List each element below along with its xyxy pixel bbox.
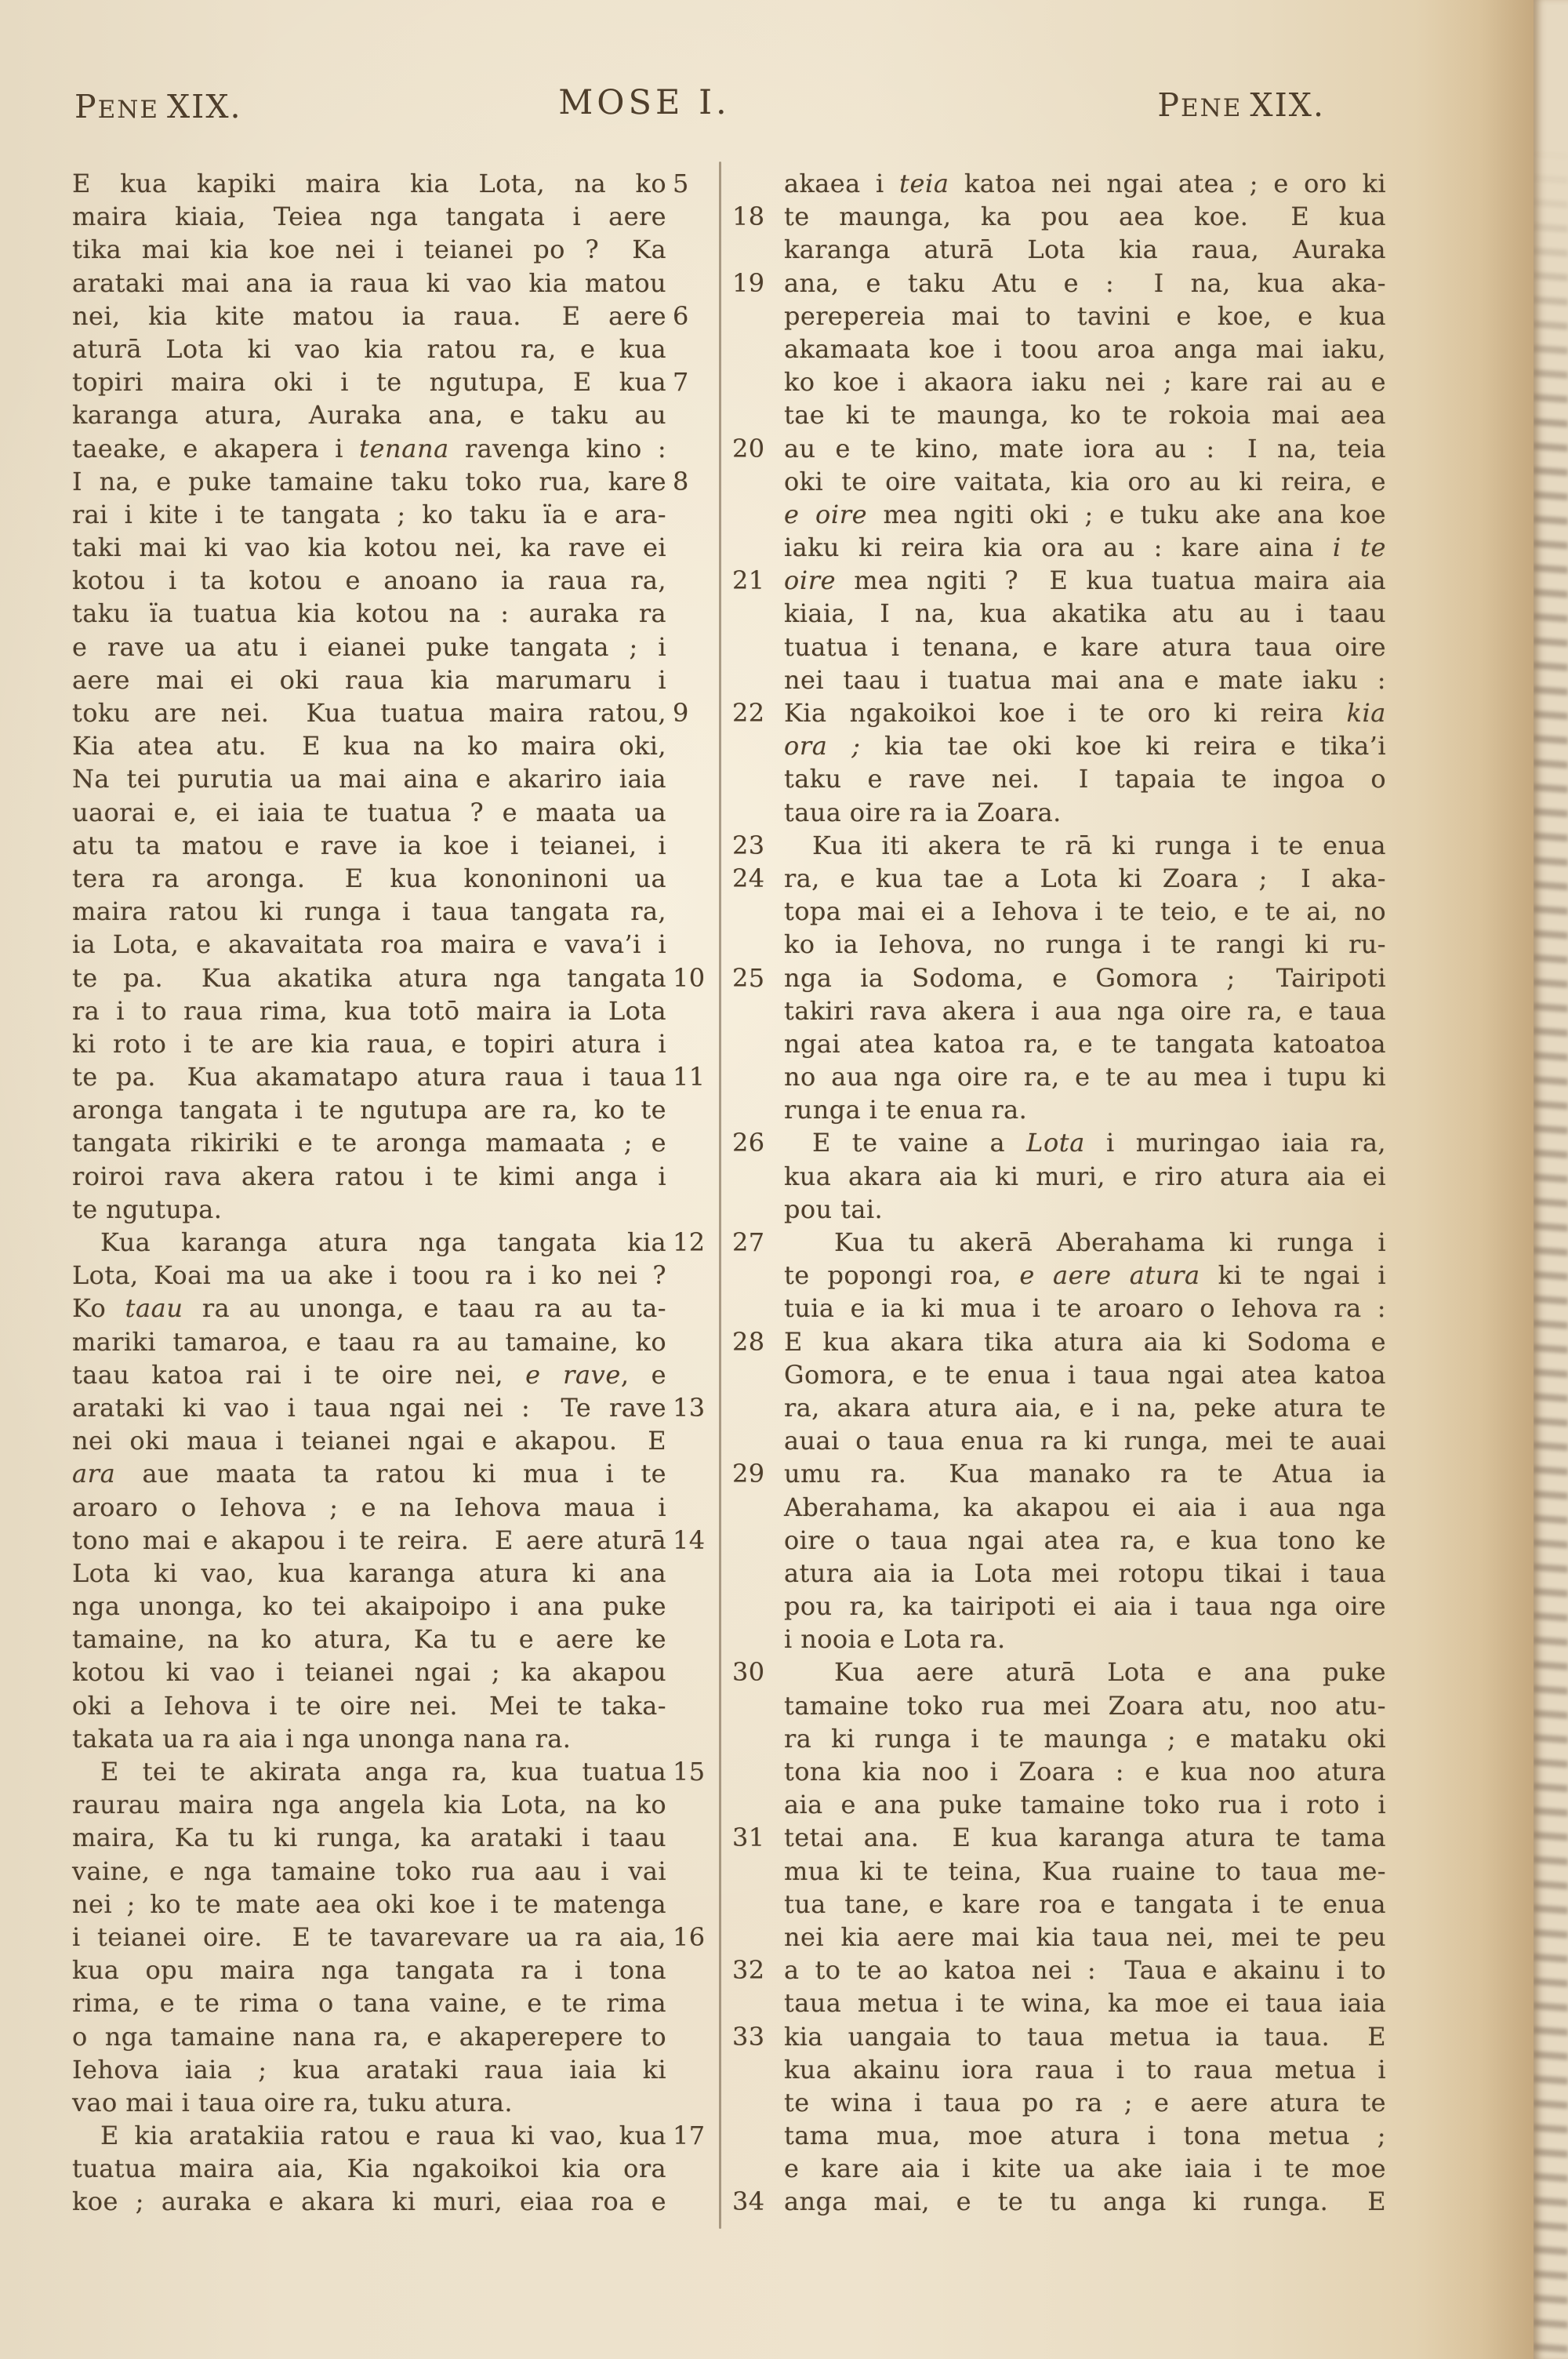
text-line xyxy=(72,1226,706,1259)
text-line xyxy=(784,631,1386,663)
text-line xyxy=(784,233,1386,266)
text-line xyxy=(784,1855,1386,1888)
text-line xyxy=(72,2086,666,2119)
text-line xyxy=(72,895,666,928)
verse-text: ara aue maata ta ratou ki mua i te xyxy=(72,1459,666,1489)
verse-number: 14 xyxy=(673,1525,706,1555)
verse-text: ra i to raua rima, kua totō maira ia Lota xyxy=(72,995,666,1026)
verse-text: E kua kapiki maira kia Lota, na ko xyxy=(72,169,666,198)
text-line xyxy=(732,829,1386,862)
text-line xyxy=(732,200,1386,233)
verse-text: tuatua i tenana, e kare atura taua oire xyxy=(784,631,1386,662)
text-line xyxy=(784,498,1386,531)
verse-number: 15 xyxy=(673,1757,706,1787)
text-line xyxy=(732,564,1386,597)
text-line xyxy=(784,729,1386,762)
verse-text: Lota ki vao, kua karanga atura ki ana xyxy=(72,1558,666,1588)
text-line xyxy=(732,1126,1386,1159)
verse-number: 7 xyxy=(673,367,689,398)
verse-number: 17 xyxy=(673,2121,706,2151)
verse-text: anga mai, e te tu anga ki runga. E xyxy=(784,2186,1386,2217)
verse-text: ngai atea katoa ra, e te tangata katoatoa xyxy=(784,1028,1386,1059)
text-line xyxy=(72,2152,666,2185)
verse-text: maira ratou ki runga i taua tangata ra, xyxy=(72,896,666,927)
text-line xyxy=(72,1259,666,1292)
verse-number: 23 xyxy=(732,830,765,860)
verse-text: Iehova iaia ; kua arataki raua iaia ki xyxy=(72,2054,666,2085)
text-line xyxy=(784,1524,1386,1557)
text-line xyxy=(732,267,1386,300)
text-line xyxy=(784,1590,1386,1623)
verse-text: mariki tamaroa, e taau ra au tamaine, ko xyxy=(72,1326,666,1357)
verse-text: tono mai e akapou i te reira. E aere aturā xyxy=(72,1525,666,1555)
text-line xyxy=(72,1888,666,1921)
verse-number: 10 xyxy=(673,962,706,993)
verse-text: tae ki te maunga, ko te rokoia mai aea xyxy=(784,400,1386,431)
verse-text: Gomora, e te enua i taua ngai atea katoa xyxy=(784,1359,1386,1390)
text-line xyxy=(72,1391,706,1424)
verse-text: takata ua ra aia i nga unonga nana ra. xyxy=(72,1723,572,1754)
verse-text: te pa. Kua akatika atura nga tangata xyxy=(72,962,666,993)
verse-text: tuia e ia ki mua i te aroaro o Iehova ra : xyxy=(784,1293,1386,1324)
text-line xyxy=(784,2086,1386,2119)
verse-number: 33 xyxy=(732,2021,765,2052)
text-line xyxy=(784,300,1386,333)
text-line xyxy=(72,233,666,266)
verse-text: te maunga, ka pou aea koe. E kua xyxy=(784,202,1386,232)
verse-text: Lota, Koai ma ua ake i toou ra i ko nei ? xyxy=(72,1260,666,1291)
text-line xyxy=(784,1755,1386,1788)
verse-text: taki mai ki vao kia kotou nei, ka rave ei xyxy=(72,533,666,563)
text-line xyxy=(732,1821,1386,1854)
verse-text: arataki ki vao i taua ngai nei : Te rave xyxy=(72,1392,666,1423)
text-line xyxy=(72,1292,666,1325)
verse-text: e rave ua atu i eianei puke tangata ; i xyxy=(72,631,666,662)
verse-text: o nga tamaine nana ra, e akaperepere to xyxy=(72,2021,666,2052)
verse-text: oki te oire vaitata, kia oro au ki reira, e xyxy=(784,466,1386,496)
text-line xyxy=(784,1888,1386,1921)
text-line xyxy=(784,1921,1386,1954)
text-line xyxy=(72,1060,706,1093)
verse-text: ora ; kia tae oki koe ki reira e tika’i xyxy=(784,731,1386,761)
text-line xyxy=(732,961,1386,994)
text-line xyxy=(72,1325,666,1358)
verse-text: taku ïa tuatua kia kotou na : auraka ra xyxy=(72,598,666,629)
verse-text: Kua aere aturā Lota e ana puke xyxy=(834,1657,1386,1688)
verse-text: oki a Iehova i te oire nei. Mei te taka- xyxy=(72,1690,666,1721)
text-line xyxy=(72,465,689,498)
verse-text: no aua nga oire ra, e te au mea i tupu ki xyxy=(784,1062,1386,1092)
verse-text: ki roto i te are kia raua, e topiri atura i xyxy=(72,1028,666,1059)
verse-text: maira, Ka tu ki runga, ka arataki i taau xyxy=(72,1823,666,1853)
text-line xyxy=(72,762,666,795)
text-line xyxy=(72,398,666,431)
text-line xyxy=(72,2053,666,2086)
verse-text: karanga atura, Auraka ana, e taku au xyxy=(72,400,666,431)
text-line xyxy=(784,1160,1386,1193)
text-line xyxy=(784,1788,1386,1821)
verse-text: Kia atea atu. E kua na ko maira oki, xyxy=(72,731,666,761)
text-line xyxy=(72,696,689,729)
verse-number: 27 xyxy=(732,1227,765,1257)
text-line xyxy=(784,531,1386,564)
text-line xyxy=(732,1226,1386,1259)
text-line xyxy=(784,1060,1386,1093)
verse-text: tona kia noo i Zoara : e kua noo atura xyxy=(784,1757,1386,1787)
verse-text: nei oki maua i teianei ngai e akapou. E xyxy=(72,1426,666,1456)
verse-text: vaine, e nga tamaine toko rua aau i vai xyxy=(72,1856,666,1886)
column-divider-rule xyxy=(719,162,721,2229)
verse-text: topa mai ei a Iehova i te teio, e te ai, no xyxy=(784,896,1386,927)
verse-text: kua opu maira nga tangata ra i tona xyxy=(72,1955,666,1986)
verse-text: ra ki runga i te maunga ; e mataku oki xyxy=(784,1723,1386,1754)
verse-text: karanga aturā Lota kia raua, Auraka xyxy=(784,234,1386,265)
verse-number: 19 xyxy=(732,267,765,298)
verse-text: Aberahama, ka akapou ei aia i aua nga xyxy=(784,1492,1386,1522)
page-curve-shadow xyxy=(1416,0,1534,2359)
text-line xyxy=(72,1590,666,1623)
text-line xyxy=(72,333,666,365)
verse-text: rima, e te rima o tana vaine, e te rima xyxy=(72,1988,666,2019)
verse-text: te popongi roa, e aere atura ki te ngai i xyxy=(784,1260,1387,1291)
text-line xyxy=(72,1491,666,1524)
running-head-title: MOSE I. xyxy=(558,83,731,122)
verse-text: nei taau i tuatua mai ana e mate iaku : xyxy=(784,664,1386,695)
verse-text: tetai ana. E kua karanga atura te tama xyxy=(784,1823,1386,1853)
text-line xyxy=(72,300,689,333)
text-line xyxy=(732,1325,1386,1358)
verse-number: 11 xyxy=(673,1062,706,1092)
verse-text: i teianei oire. E te tavarevare ua ra aia, xyxy=(72,1921,666,1952)
verse-text: maira kiaia, Teiea nga tangata i aere xyxy=(72,202,666,232)
text-line xyxy=(72,1424,666,1457)
verse-text: ko ia Iehova, no runga i te rangi ki ru- xyxy=(784,929,1386,960)
text-line xyxy=(72,994,666,1027)
verse-text: Kia ngakoikoi koe i te oro ki reira kia xyxy=(784,698,1386,728)
verse-text: kiaia, I na, kua akatika atu au i taau xyxy=(784,598,1386,629)
text-line xyxy=(732,432,1386,465)
verse-number: 25 xyxy=(732,962,765,993)
verse-text: akaea i teia katoa nei ngai atea ; e oro ki xyxy=(784,169,1386,198)
text-line xyxy=(732,1457,1386,1490)
verse-number: 16 xyxy=(673,1921,706,1952)
text-line xyxy=(72,1722,666,1755)
text-line xyxy=(72,1160,666,1193)
fore-edge-page-stack xyxy=(1534,0,1568,2359)
text-line xyxy=(784,1259,1386,1292)
verse-text: aere mai ei oki raua kia marumaru i xyxy=(72,664,666,695)
verse-text: au e te kino, mate iora au : I na, teia xyxy=(784,433,1386,463)
verse-text: pou tai. xyxy=(784,1194,884,1224)
verse-number: 30 xyxy=(732,1657,765,1688)
verse-text: ana, e taku Atu e : I na, kua aka- xyxy=(784,267,1386,298)
text-line xyxy=(732,696,1386,729)
verse-text: Na tei purutia ua mai aina e akariro iaia xyxy=(72,764,666,794)
verse-number: 9 xyxy=(673,698,689,728)
verse-text: mua ki te teina, Kua ruaine to taua me- xyxy=(784,1856,1386,1886)
text-line xyxy=(784,1689,1386,1722)
verse-text: kia uangaia to taua metua ia taua. E xyxy=(784,2021,1386,2052)
verse-text: arataki mai ana ia raua ki vao kia matou xyxy=(72,267,666,298)
text-line xyxy=(72,2119,706,2152)
verse-text: kua akainu iora raua i to raua metua i xyxy=(784,2054,1386,2085)
text-line xyxy=(784,1027,1386,1060)
text-line xyxy=(72,1623,666,1656)
text-line xyxy=(784,2152,1386,2185)
text-line xyxy=(784,663,1386,696)
text-line xyxy=(72,1557,666,1590)
verse-text: ia Lota, e akavaitata roa maira e vava’i i xyxy=(72,929,666,960)
text-line xyxy=(72,1954,666,1986)
text-line xyxy=(72,564,666,597)
text-line xyxy=(72,1855,666,1888)
text-line xyxy=(784,1093,1386,1126)
text-line xyxy=(72,1093,666,1126)
verse-text: Kua iti akera te rā ki runga i te enua xyxy=(812,830,1386,860)
verse-text: atura aia ia Lota mei rotopu tikai i taua xyxy=(784,1558,1386,1588)
text-line xyxy=(72,829,666,862)
text-column-left xyxy=(72,167,706,2219)
verse-text: umu ra. Kua manako ra te Atua ia xyxy=(784,1459,1386,1489)
running-head-right: PENE XIX. xyxy=(1157,86,1325,124)
text-line xyxy=(72,631,666,663)
verse-number: 8 xyxy=(673,466,689,496)
text-line xyxy=(72,1027,666,1060)
verse-text: oire mea ngiti ? E kua tuatua maira aia xyxy=(784,565,1386,596)
verse-text: takiri rava akera i aua nga oire ra, e taua xyxy=(784,995,1386,1026)
text-line xyxy=(784,597,1386,630)
text-line xyxy=(72,597,666,630)
text-line xyxy=(732,2185,1386,2218)
verse-text: nei kia aere mai kia taua nei, mei te peu xyxy=(784,1921,1386,1952)
verse-number: 29 xyxy=(732,1459,765,1489)
text-line xyxy=(72,498,666,531)
verse-number: 26 xyxy=(732,1128,765,1158)
text-line xyxy=(72,1524,706,1557)
text-line xyxy=(72,1457,666,1490)
text-line xyxy=(72,432,666,465)
verse-text: te wina i taua po ra ; e aere atura te xyxy=(784,2087,1386,2117)
text-line xyxy=(72,531,666,564)
verse-text: toku are nei. Kua tuatua maira ratou, xyxy=(72,698,666,728)
verse-text: auai o taua enua ra ki runga, mei te auai xyxy=(784,1426,1386,1456)
text-line xyxy=(784,762,1386,795)
verse-text: runga i te enua ra. xyxy=(784,1095,1028,1125)
running-head-left: PENE XIX. xyxy=(74,88,242,125)
verse-number: 22 xyxy=(732,698,765,728)
verse-number: 6 xyxy=(673,300,689,331)
verse-text: oire o taua ngai atea ra, e kua tono ke xyxy=(784,1525,1386,1555)
verse-text: topiri maira oki i te ngutupa, E kua xyxy=(72,367,666,398)
verse-text: pou ra, ka tairipoti ei aia i taua nga oire xyxy=(784,1591,1386,1622)
verse-text: uaorai e, ei iaia te tuatua ? e maata ua xyxy=(72,797,666,827)
text-line xyxy=(732,862,1386,895)
text-line xyxy=(72,1788,666,1821)
text-line xyxy=(784,796,1386,829)
verse-text: tua tane, e kare roa e tangata i te enua xyxy=(784,1888,1386,1919)
verse-text: te ngutupa. xyxy=(72,1194,223,1224)
verse-text: tika mai kia koe nei i teianei po ? Ka xyxy=(72,234,666,265)
text-line xyxy=(72,1193,666,1226)
verse-text: taua metua i te wina, ka moe ei taua iaia xyxy=(784,1988,1386,2019)
text-line xyxy=(784,1557,1386,1590)
text-line xyxy=(72,729,666,762)
verse-text: vao mai i taua oire ra, tuku atura. xyxy=(72,2087,513,2117)
verse-text: ko koe i akaora iaku nei ; kare rai au e xyxy=(784,367,1386,398)
text-line xyxy=(784,994,1386,1027)
verse-number: 18 xyxy=(732,202,765,232)
verse-text: E kua akara tika atura aia ki Sodoma e xyxy=(784,1326,1386,1357)
verse-number: 20 xyxy=(732,433,765,463)
verse-text: a to te ao katoa nei : Taua e akainu i to xyxy=(784,1955,1386,1986)
text-line xyxy=(784,895,1386,928)
text-line xyxy=(732,1656,1386,1688)
text-line xyxy=(784,398,1386,431)
text-line xyxy=(72,1358,666,1391)
verse-text: tama mua, moe atura i tona metua ; xyxy=(784,2121,1386,2151)
verse-number: 34 xyxy=(732,2186,765,2217)
text-line xyxy=(784,365,1386,398)
text-line xyxy=(784,1623,1386,1656)
verse-text: kua akara aia ki muri, e riro atura aia ei xyxy=(784,1161,1386,1191)
verse-text: taeake, e akapera i tenana ravenga kino : xyxy=(72,433,667,463)
verse-text: nei, kia kite matou ia raua. E aere xyxy=(72,300,666,331)
text-line xyxy=(72,2020,666,2053)
verse-text: te pa. Kua akamatapo atura raua i taua xyxy=(72,1062,666,1092)
next-page-showthrough xyxy=(1534,0,1568,2359)
verse-text: Kua tu akerā Aberahama ki runga i xyxy=(834,1227,1386,1257)
text-column-right xyxy=(732,167,1387,2219)
verse-text: nga ia Sodoma, e Gomora ; Tairipoti xyxy=(784,962,1386,993)
text-line xyxy=(732,1954,1386,1986)
text-line xyxy=(784,2119,1386,2152)
text-line xyxy=(72,1821,666,1854)
text-line xyxy=(72,1986,666,2019)
verse-text: taau katoa rai i te oire nei, e rave, e xyxy=(72,1359,667,1390)
verse-text: E tei te akirata anga ra, kua tuatua xyxy=(100,1757,666,1787)
text-line xyxy=(72,1656,666,1688)
verse-text: e oire mea ngiti oki ; e tuku ake ana koe xyxy=(784,499,1386,529)
verse-text: atu ta matou e rave ia koe i teianei, i xyxy=(72,830,666,860)
text-line xyxy=(784,1193,1386,1226)
verse-text: aia e ana puke tamaine toko rua i roto i xyxy=(784,1790,1386,1820)
text-line xyxy=(784,1986,1386,2019)
text-line xyxy=(72,961,706,994)
verse-text: ra, akara atura aia, e i na, peke atura te xyxy=(784,1392,1386,1423)
text-line xyxy=(784,333,1386,365)
text-line xyxy=(732,2020,1386,2053)
verse-number: 13 xyxy=(673,1392,706,1423)
verse-text: nga unonga, ko tei akaipoipo i ana puke xyxy=(72,1591,666,1622)
verse-text: rai i kite i te tangata ; ko taku ïa e ara- xyxy=(72,499,666,529)
text-line xyxy=(72,267,666,300)
verse-text: tamaine, na ko atura, Ka tu e aere ke xyxy=(72,1624,666,1655)
verse-text: roiroi rava akera ratou i te kimi anga i xyxy=(72,1161,666,1191)
verse-number: 5 xyxy=(673,169,689,198)
text-line xyxy=(72,2185,666,2218)
verse-text: Kua karanga atura nga tangata kia xyxy=(100,1227,666,1257)
text-line xyxy=(72,928,666,961)
verse-text: kotou i ta kotou e anoano ia raua ra, xyxy=(72,565,666,596)
verse-number: 24 xyxy=(732,863,765,893)
verse-text: iaku ki reira kia ora au : kare aina i te xyxy=(784,533,1386,563)
text-line xyxy=(72,167,689,200)
text-line xyxy=(72,862,666,895)
text-line xyxy=(784,1358,1386,1391)
text-line xyxy=(72,1126,666,1159)
text-line xyxy=(72,365,689,398)
verse-number: 31 xyxy=(732,1823,765,1853)
verse-text: taua oire ra ia Zoara. xyxy=(784,797,1062,827)
verse-text: I na, e puke tamaine taku toko rua, kare xyxy=(72,466,666,496)
text-line xyxy=(784,1424,1386,1457)
text-line xyxy=(72,200,666,233)
text-line xyxy=(72,663,666,696)
verse-text: i nooia e Lota ra. xyxy=(784,1624,1006,1655)
verse-text: aronga tangata i te ngutupa are ra, ko te xyxy=(72,1095,666,1125)
verse-text: ra, e kua tae a Lota ki Zoara ; I aka- xyxy=(784,863,1386,893)
verse-number: 28 xyxy=(732,1326,765,1357)
verse-text: koe ; auraka e akara ki muri, eiaa roa e xyxy=(72,2186,666,2217)
verse-text: tangata rikiriki e te aronga mamaata ; e xyxy=(72,1128,666,1158)
verse-number: 21 xyxy=(732,565,765,596)
text-line xyxy=(784,1722,1386,1755)
verse-text: e kare aia i kite ua ake iaia i te moe xyxy=(784,2154,1386,2184)
verse-text: E kia aratakiia ratou e raua ki vao, kua xyxy=(100,2121,666,2151)
text-line xyxy=(72,1755,706,1788)
verse-text: kotou ki vao i teianei ngai ; ka akapou xyxy=(72,1657,666,1688)
text-line xyxy=(784,2053,1386,2086)
verse-text: E te vaine a Lota i muringao iaia ra, xyxy=(812,1128,1386,1158)
verse-text: tera ra aronga. E kua kononinoni ua xyxy=(72,863,666,893)
verse-text: taku e rave nei. I tapaia te ingoa o xyxy=(784,764,1386,794)
text-line xyxy=(72,1689,666,1722)
text-line xyxy=(784,1391,1386,1424)
verse-text: aroaro o Iehova ; e na Iehova maua i xyxy=(72,1492,666,1522)
verse-text: Ko taau ra au unonga, e taau ra au ta- xyxy=(72,1293,667,1324)
verse-text: nei ; ko te mate aea oki koe i te matenga xyxy=(72,1888,666,1919)
verse-number: 32 xyxy=(732,1955,765,1986)
text-line xyxy=(72,796,666,829)
text-line xyxy=(784,928,1386,961)
text-line xyxy=(784,167,1386,200)
verse-number: 12 xyxy=(673,1227,706,1257)
verse-text: tuatua maira aia, Kia ngakoikoi kia ora xyxy=(72,2154,666,2184)
verse-text: aturā Lota ki vao kia ratou ra, e kua xyxy=(72,333,666,364)
text-line xyxy=(784,465,1386,498)
text-line xyxy=(784,1292,1386,1325)
verse-text: perepereia mai to tavini e koe, e kua xyxy=(784,300,1386,331)
verse-text: akamaata koe i toou aroa anga mai iaku, xyxy=(784,333,1386,364)
text-line xyxy=(72,1921,706,1954)
text-line xyxy=(784,1491,1386,1524)
verse-text: raurau maira nga angela kia Lota, na ko xyxy=(72,1790,666,1820)
verse-text: tamaine toko rua mei Zoara atu, noo atu- xyxy=(784,1690,1386,1721)
